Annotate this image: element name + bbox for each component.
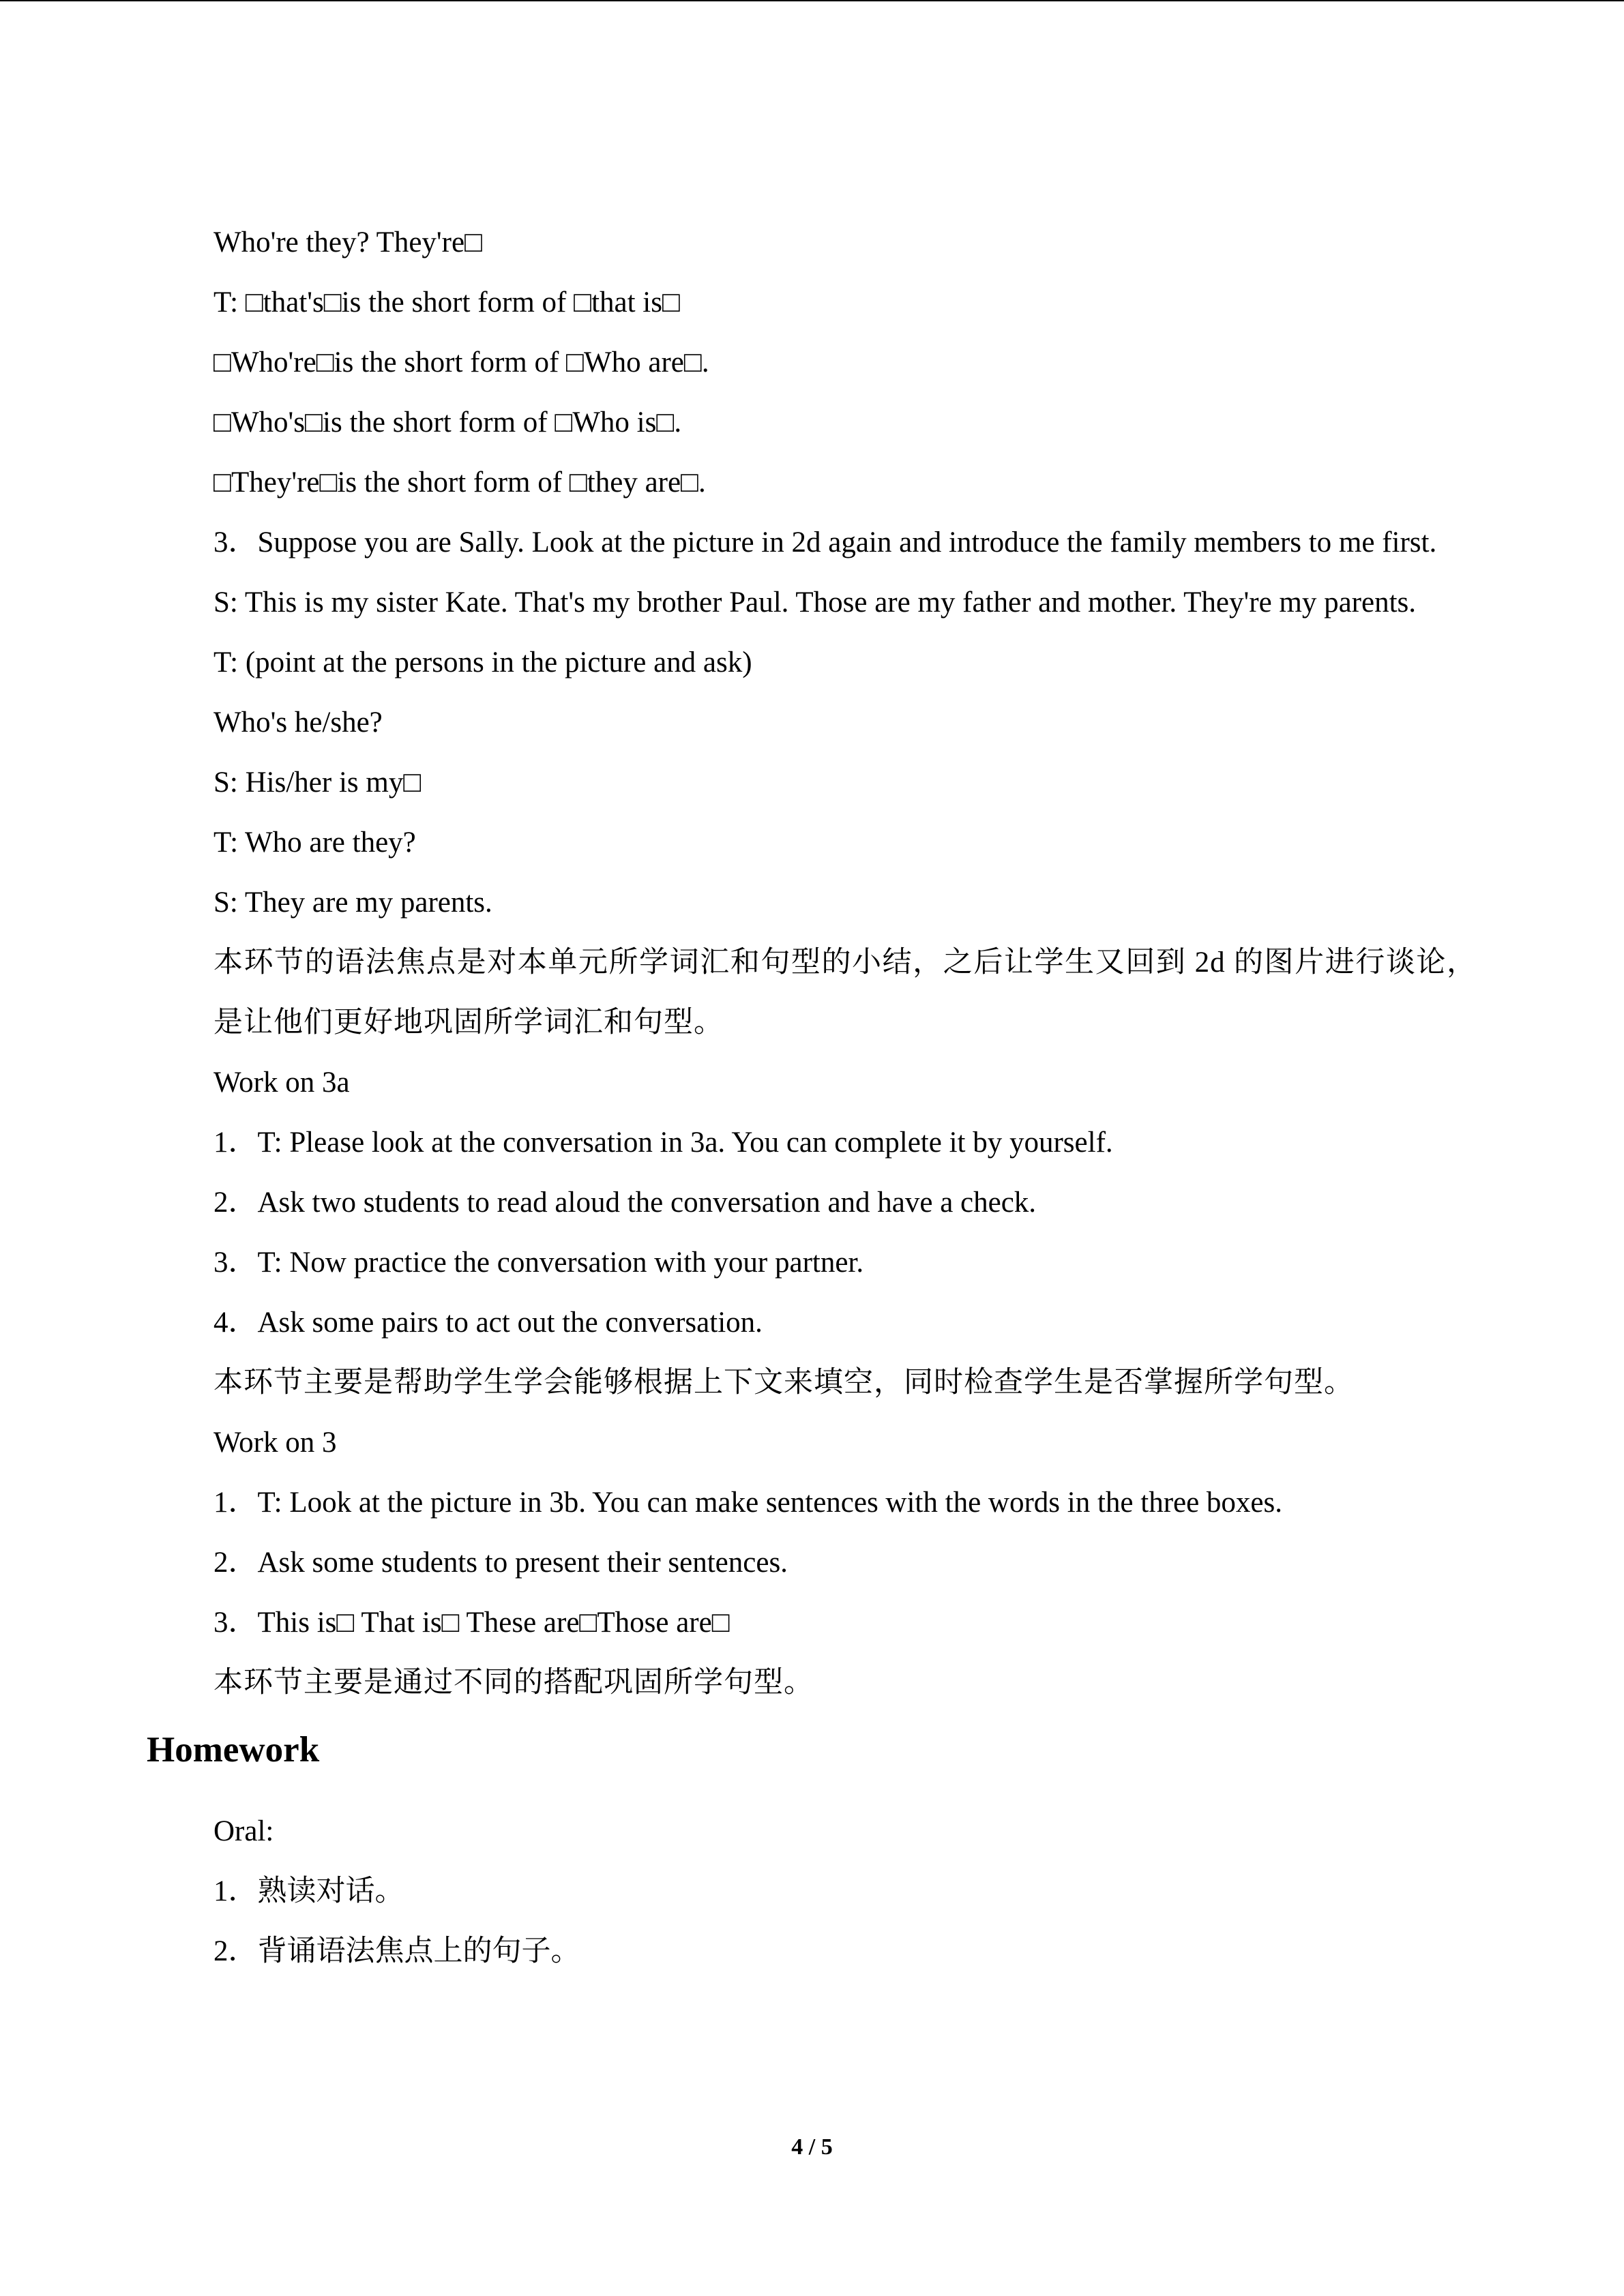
dialogue-paragraph: S: This is my sister Kate. That's my brother Paul. Those are my father and mother. They're my parents. [213, 586, 1417, 618]
homework-item: 2．背诵语法焦点上的句子。 [213, 1935, 580, 1967]
step-line: 3．T: Now practice the conversation with your partner. [213, 1247, 864, 1279]
section-label: Work on 3 [213, 1427, 337, 1459]
teaching-note: 本环节主要是通过不同的搭配巩固所学句型。 [213, 1667, 814, 1699]
teaching-note: 本环节主要是帮助学生学会能够根据上下文来填空，同时检查学生是否掌握所学句型。 [213, 1367, 1354, 1399]
teaching-note: 本环节的语法焦点是对本单元所学词汇和句型的小结，之后让学生又回到 2d 的图片进行谈论，是让他们更好地巩固所学词汇和句型。 [213, 946, 1477, 1039]
dialogue-line: T: (point at the persons in the picture and ask) [213, 646, 752, 679]
step-line: 2．Ask some students to present their sentences. [213, 1547, 788, 1579]
homework-item: Oral: [213, 1815, 274, 1847]
page-number: 4 / 5 [791, 2134, 833, 2160]
page-body [147, 213, 1477, 1982]
dialogue-line: □They're□is the short form of □they are□. [213, 466, 706, 498]
spacer [147, 1789, 1477, 1802]
dialogue-line: S: His/her is my□ [213, 766, 422, 799]
homework-heading: Homework [147, 1730, 320, 1770]
section-label: Work on 3a [213, 1067, 350, 1099]
dialogue-line: T: □that's□is the short form of □that is□ [213, 286, 680, 318]
dialogue-line: Who's he/she? [213, 706, 383, 739]
step-line: 3．This is□ That is□ These are□Those are□ [213, 1607, 730, 1639]
dialogue-line: T: Who are they? [213, 826, 416, 859]
dialogue-line: S: They are my parents. [213, 886, 492, 919]
dialogue-line: □Who's□is the short form of □Who is□. [213, 406, 682, 438]
dialogue-line: □Who're□is the short form of □Who are□. [213, 346, 709, 378]
step-paragraph: 3．Suppose you are Sally. Look at the picture in 2d again and introduce the family members to me first. [213, 526, 1437, 558]
homework-item: 1．熟读对话。 [213, 1875, 404, 1907]
step-line: 1．T: Look at the picture in 3b. You can make sentences with the words in the three boxes. [213, 1487, 1283, 1519]
step-line: 2．Ask two students to read aloud the conversation and have a check. [213, 1187, 1037, 1219]
dialogue-line: Who're they? They're□ [213, 226, 483, 258]
step-line: 1．T: Please look at the conversation in 3a. You can complete it by yourself. [213, 1127, 1113, 1159]
step-line: 4．Ask some pairs to act out the conversation. [213, 1307, 763, 1339]
